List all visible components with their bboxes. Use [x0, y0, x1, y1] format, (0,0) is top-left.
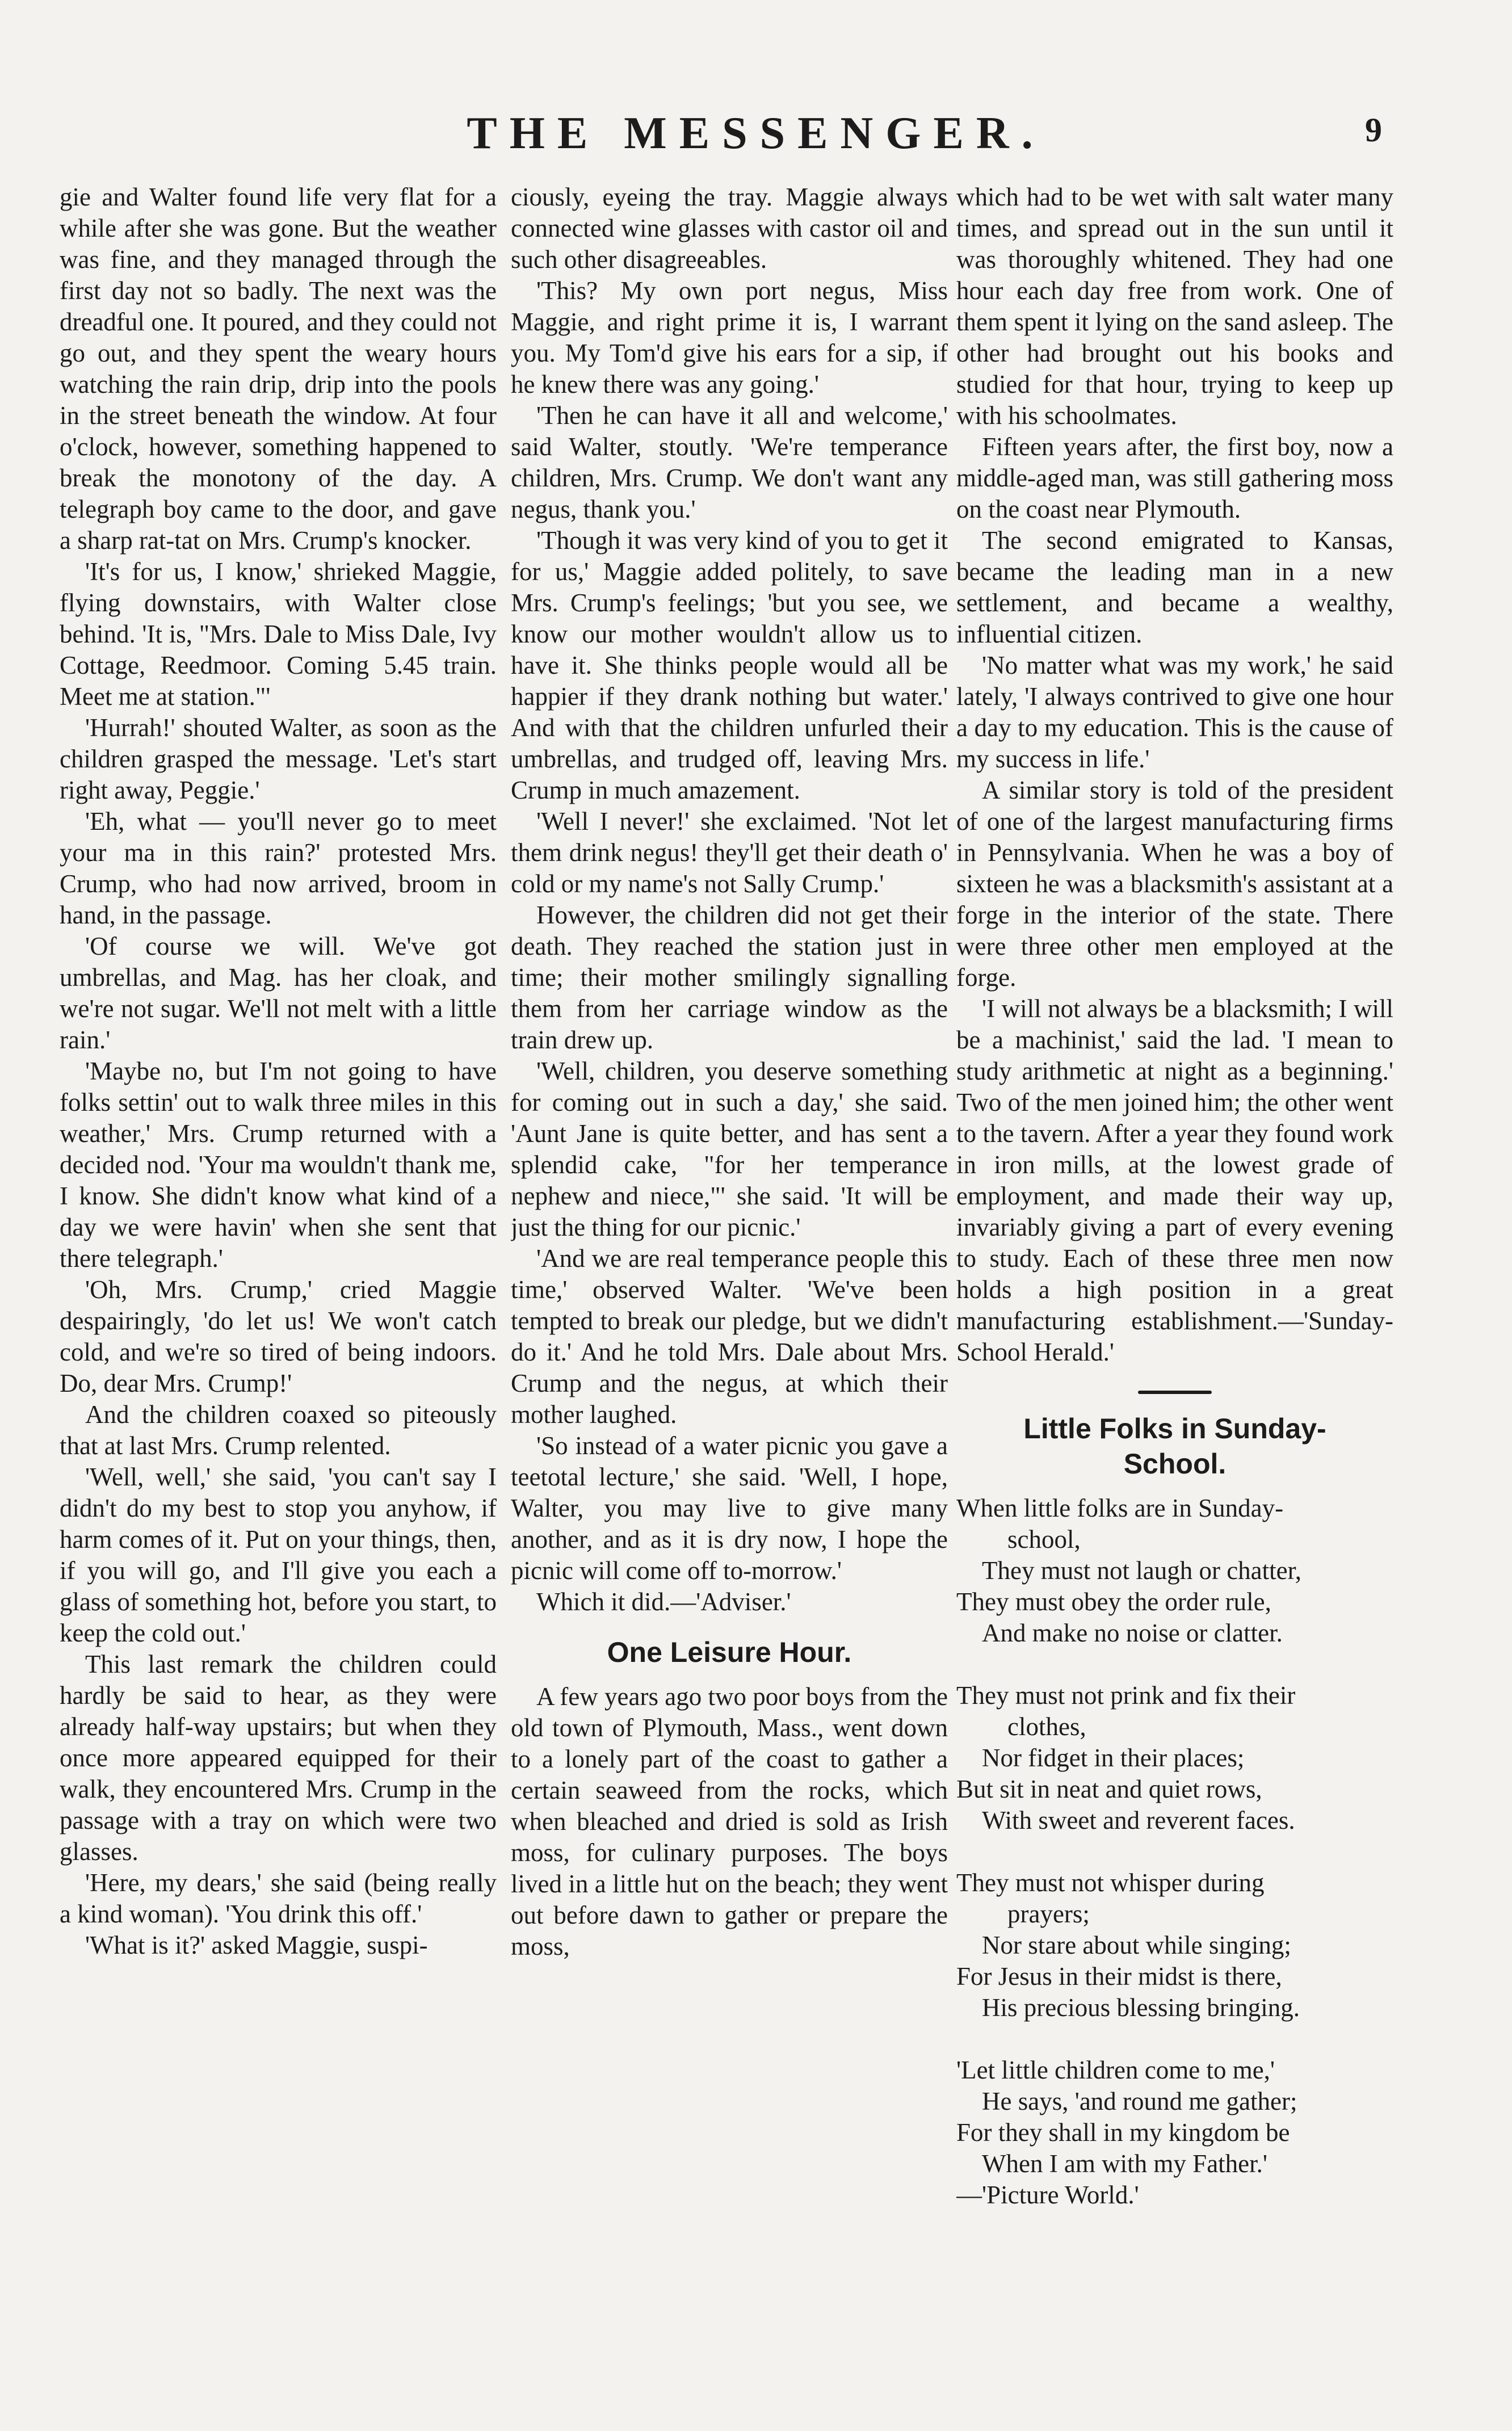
paragraph: 'I will not always be a blacksmith; I will be a machinist,' said the lad. 'I mean to study arithmetic at night as a beginning.' Two of the men joined him; the other went to the tavern. After a year they found work in iron mills, at the lowest grade of employment, and made their way up, invariably giving a part of every evening to study. Each of these three men now holds a high position in a great manufacturing establishment.—'Sunday-School Herald.'	[956, 994, 1393, 1366]
poem-line: They must not prink and fix their	[956, 1681, 1296, 1710]
paragraph: 'What is it?' asked Maggie, suspi-	[85, 1931, 428, 1959]
poem-stanza	[956, 1680, 1393, 1836]
poem-line: Nor stare about while singing;	[982, 1931, 1291, 1959]
paragraph: 'Well, children, you deserve something for coming out in such a day,' she said. 'Aunt Jane is quite better, and has sent a splendid cake, "for her temperance nephew and niece,"' she said. 'It will be just the thing for our picnic.'	[511, 1057, 948, 1241]
poem-line: His precious blessing bringing.	[982, 1993, 1300, 2022]
poem	[956, 1493, 1393, 2211]
poem-line: For they shall in my kingdom be	[956, 2118, 1290, 2147]
paragraph: Fifteen years after, the first boy, now a middle-aged man, was still gathering moss on the coast near Plymouth.	[956, 433, 1393, 523]
column-3	[956, 182, 1393, 2412]
paragraph: 'Of course we will. We've got umbrellas, and Mag. has her cloak, and we're not sugar. We'll not melt with a little rain.'	[60, 932, 497, 1054]
paragraph: 'Here, my dears,' she said (being really a kind woman). 'You drink this off.'	[60, 1869, 497, 1928]
poem-line: For Jesus in their midst is there,	[956, 1962, 1282, 1991]
poem-line: He says, 'and round me gather;	[982, 2087, 1297, 2115]
paragraph: gie and Walter found life very flat for a while after she was gone. But the weather was fine, and they managed through the first day not so badly. The next was the dreadful one. It poured, and they could not go out, and they spent the weary hours watching the rain drip, drip into the pools in the street beneath the window. At four o'clock, however, something happened to break the monotony of the day. A telegraph boy came to the door, and gave a sharp rat-tat on Mrs. Crump's knocker.	[60, 183, 497, 555]
paragraph: 'Well I never!' she exclaimed. 'Not let them drink negus! they'll get their death o' cold or my name's not Sally Crump.'	[511, 807, 948, 898]
poem-stanza	[956, 2055, 1393, 2211]
paragraph: 'Though it was very kind of you to get it for us,' Maggie added politely, to save Mrs. Crump's feelings; 'but you see, we know our mother wouldn't allow us to have it. She thinks people would all be happier if they drank nothing but water.' And with that the children unfurled their umbrellas, and trudged off, leaving Mrs. Crump in much amazement.	[511, 526, 948, 804]
poem-line: But sit in neat and quiet rows,	[956, 1775, 1262, 1803]
paragraph: 'Eh, what — you'll never go to meet your ma in this rain?' protested Mrs. Crump, who had now arrived, broom in hand, in the passage.	[60, 807, 497, 929]
poem-title-line-1: Little Folks in Sunday-	[1023, 1413, 1326, 1445]
poem-line: They must obey the order rule,	[956, 1588, 1271, 1616]
poem-line: clothes,	[1007, 1712, 1086, 1741]
paragraph: ciously, eyeing the tray. Maggie always connected wine glasses with castor oil and such other disagreeables.	[511, 183, 948, 274]
paragraph: 'This? My own port negus, Miss Maggie, and right prime it is, I warrant you. My Tom'd give his ears for a sip, if he knew there was any going.'	[511, 276, 948, 398]
paragraph: 'Maybe no, but I'm not going to have folks settin' out to walk three miles in this weather,' Mrs. Crump returned with a decided nod. 'Your ma wouldn't thank me, I know. She didn't know what kind of a day we were havin' when she sent that there telegraph.'	[60, 1057, 497, 1273]
poem-line: They must not laugh or chatter,	[982, 1556, 1302, 1585]
paragraph: This last remark the children could hardly be said to hear, as they were already half-way upstairs; but when they once more appeared equipped for their walk, they encountered Mrs. Crump in the passage with a tray on which were two glasses.	[60, 1650, 497, 1866]
section-divider	[1138, 1391, 1212, 1394]
paragraph: Which it did.—'Adviser.'	[536, 1588, 791, 1616]
paragraph: However, the children did not get their death. They reached the station just in time; their mother smilingly signalling them from her carriage window as the train drew up.	[511, 901, 948, 1054]
page-number: 9	[1365, 111, 1382, 149]
poem-title	[956, 1411, 1393, 1481]
poem-line: And make no noise or clatter.	[982, 1619, 1283, 1647]
poem-stanza	[956, 1493, 1393, 1649]
newspaper-title: THE MESSENGER.	[467, 108, 1045, 158]
masthead	[0, 108, 1512, 159]
paragraph: 'So instead of a water picnic you gave a teetotal lecture,' she said. 'Well, I hope, Walter, you may live to give many another, and as it is dry now, I hope the picnic will come off to-morrow.'	[511, 1431, 948, 1585]
poem-source: —'Picture World.'	[956, 2181, 1139, 2209]
paragraph: And the children coaxed so piteously that at last Mrs. Crump relented.	[60, 1400, 497, 1460]
paragraph: 'Well, well,' she said, 'you can't say I didn't do my best to stop you anyhow, if harm comes of it. Put on your things, then, if you will go, and I'll give you each a glass of something hot, before you start, to keep the cold out.'	[60, 1463, 497, 1647]
paragraph: 'And we are real temperance people this time,' observed Walter. 'We've been tempted to break our pledge, but we didn't do it.' And he told Mrs. Dale about Mrs. Crump and the negus, at which their mother laughed.	[511, 1244, 948, 1429]
paragraph: A similar story is told of the president of one of the largest manufacturing firms in Pennsylvania. When he was a boy of sixteen he was a blacksmith's assistant at a forge in the interior of the state. There were three other men employed at the forge.	[956, 776, 1393, 992]
paragraph: which had to be wet with salt water many times, and spread out in the sun until it was thoroughly whitened. They had one hour each day free from work. One of them spent it lying on the sand asleep. The other had brought out his books and studied for that hour, trying to keep up with his schoolmates.	[956, 183, 1393, 430]
poem-line: Nor fidget in their places;	[982, 1744, 1245, 1772]
paragraph: The second emigrated to Kansas, became the leading man in a new settlement, and became a wealthy, influential citizen.	[956, 526, 1393, 648]
paragraph: 'It's for us, I know,' shrieked Maggie, flying downstairs, with Walter close behind. 'It is, "Mrs. Dale to Miss Dale, Ivy Cottage, Reedmoor. Coming 5.45 train. Meet me at station."'	[60, 557, 497, 711]
poem-line: They must not whisper during	[956, 1869, 1265, 1897]
poem-line: With sweet and reverent faces.	[982, 1806, 1295, 1834]
column-2	[511, 182, 948, 2412]
paragraph: 'Then he can have it all and welcome,' said Walter, stoutly. 'We're temperance children, Mrs. Crump. We don't want any negus, thank you.'	[511, 401, 948, 523]
poem-line: 'Let little children come to me,'	[956, 2056, 1275, 2084]
paragraph: 'Hurrah!' shouted Walter, as soon as the children grasped the message. 'Let's start right away, Peggie.'	[60, 713, 497, 804]
poem-line: When I am with my Father.'	[982, 2149, 1267, 2178]
paragraph: A few years ago two poor boys from the old town of Plymouth, Mass., went down to a lonely part of the coast to gather a certain seaweed from the rocks, which when bleached and dried is sold as Irish moss, for culinary purposes. The boys lived in a little hut on the beach; they went out before dawn to gather or prepare the moss,	[511, 1682, 948, 1960]
poem-stanza	[956, 1867, 1393, 2023]
poem-line: prayers;	[1007, 1900, 1090, 1928]
poem-title-line-2: School.	[1123, 1448, 1227, 1480]
column-1	[60, 182, 497, 2412]
poem-line: When little folks are in Sunday-	[956, 1494, 1284, 1522]
paragraph: 'Oh, Mrs. Crump,' cried Maggie despairingly, 'do let us! We won't catch cold, and we're so tired of being indoors. Do, dear Mrs. Crump!'	[60, 1275, 497, 1397]
article-heading: One Leisure Hour.	[607, 1636, 852, 1668]
paragraph: 'No matter what was my work,' he said lately, 'I always contrived to give one hour a day to my education. This is the cause of my success in life.'	[956, 651, 1393, 773]
poem-line: school,	[1007, 1525, 1081, 1554]
